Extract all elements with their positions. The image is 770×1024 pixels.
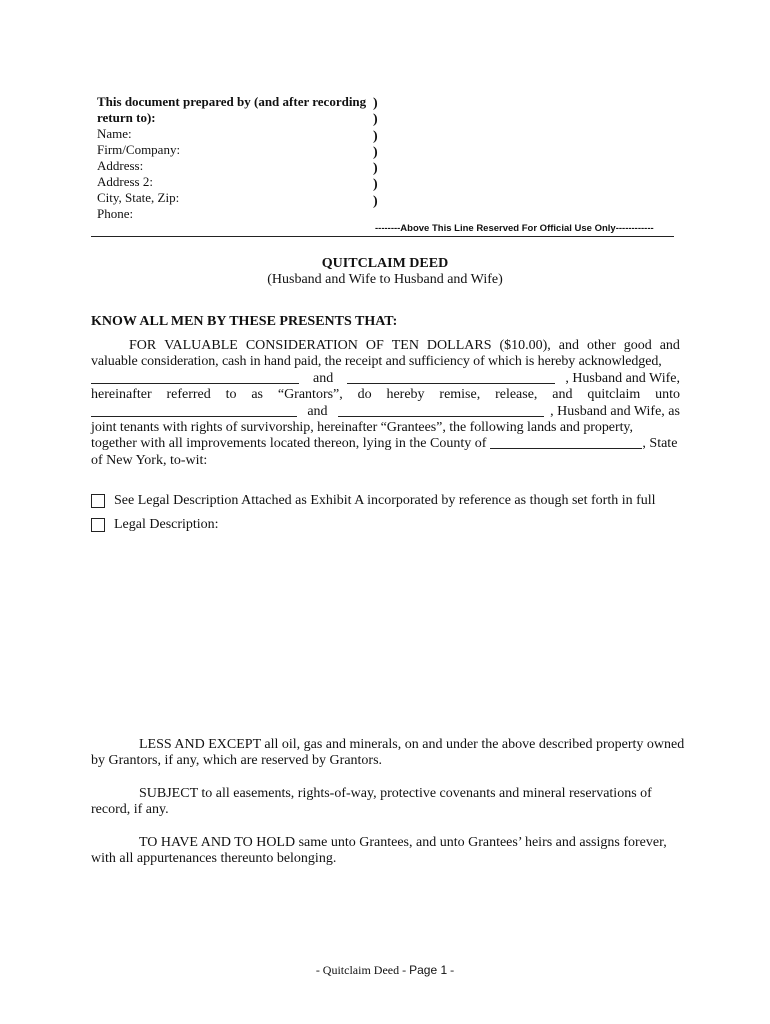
subject-line1: SUBJECT to all easements, rights-of-way, protective covenants and mineral reservations of <box>139 786 652 801</box>
word: OF <box>365 338 384 353</box>
legal-description-option <box>91 517 219 533</box>
deed-subtitle: (Husband and Wife to Husband and Wife) <box>267 272 503 287</box>
grantee1-name-blank[interactable] <box>91 404 297 417</box>
field-name: Name: <box>97 126 132 141</box>
exhibit-a-checkbox[interactable] <box>91 494 105 508</box>
county-blank[interactable] <box>490 436 642 449</box>
field-firm: Firm/Company: <box>97 142 181 157</box>
know-all-heading: KNOW ALL MEN BY THESE PRESENTS THAT: <box>91 314 398 329</box>
exhibit-a-option <box>91 493 656 509</box>
field-address: Address: <box>97 158 144 173</box>
consideration-line-5 <box>91 404 680 420</box>
paren: ) <box>373 144 378 160</box>
horizontal-rule <box>91 236 674 237</box>
consideration-line-6 <box>91 420 680 436</box>
word: release, <box>495 387 538 403</box>
less-and-except-paragraph <box>91 737 685 770</box>
word: other <box>586 338 616 353</box>
page-footer <box>0 963 770 978</box>
consideration-paragraph <box>91 338 680 469</box>
word: VALUABLE <box>164 338 238 353</box>
word: and <box>558 338 579 353</box>
prepared-by-line1: This document prepared by (and after recording <box>97 94 367 109</box>
word: and <box>307 403 328 419</box>
word: “Grantors”, <box>277 387 343 403</box>
legal-description-checkbox[interactable] <box>91 518 105 532</box>
reserved-line-label: --------Above This Line Reserved For Official Use Only------------ <box>375 223 654 234</box>
word: , Husband and Wife, <box>565 370 680 386</box>
exhibit-a-label: See Legal Description Attached as Exhibit A incorporated by reference as though set forth in full <box>114 493 656 508</box>
word: unto <box>655 387 680 403</box>
word: hereby <box>386 387 425 403</box>
paren: ) <box>373 128 378 144</box>
consideration-line-7 <box>91 436 680 452</box>
word: quitclaim <box>587 387 641 403</box>
paren: ) <box>373 193 378 209</box>
word: ($10.00), <box>499 338 551 353</box>
word: as <box>251 387 264 403</box>
deed-title: QUITCLAIM DEED <box>321 256 449 271</box>
field-phone: Phone: <box>97 206 134 221</box>
preparer-block <box>97 94 372 222</box>
word: and <box>552 387 573 403</box>
habendum-paragraph <box>91 835 680 868</box>
word: referred <box>166 387 211 403</box>
paren: ) <box>373 96 378 111</box>
grantor2-name-blank[interactable] <box>347 371 555 384</box>
consideration-line-2 <box>91 354 680 370</box>
consideration-text: of New York, to-wit: <box>91 452 208 468</box>
consideration-line-8 <box>91 453 680 469</box>
word: DOLLARS <box>426 338 492 353</box>
habendum-line2: with all appurtenances thereunto belonging. <box>91 851 337 867</box>
prepared-by-line2: return to): <box>97 110 156 125</box>
footer-page-number: Page 1 <box>409 963 448 977</box>
field-address2: Address 2: <box>97 174 153 189</box>
field-city-state-zip: City, State, Zip: <box>97 190 180 205</box>
footer-prefix: - Quitclaim Deed - <box>315 963 410 977</box>
consideration-text: joint tenants with rights of survivorship, hereinafter “Grantees”, the following lands and property, <box>91 419 633 435</box>
less-except-line1: LESS AND EXCEPT all oil, gas and minerals, on and under the above described property owned <box>139 737 685 752</box>
less-except-line2: by Grantors, if any, which are reserved by Grantors. <box>91 753 383 769</box>
grantee2-name-blank[interactable] <box>338 404 544 417</box>
word: and <box>313 370 334 386</box>
word: hereinafter <box>91 387 152 403</box>
paren: ) <box>373 177 378 193</box>
consideration-line-4 <box>91 387 680 403</box>
word: to <box>225 387 237 403</box>
consideration-line-3 <box>91 371 680 387</box>
consideration-text: , State <box>642 436 678 452</box>
word: remise, <box>439 387 481 403</box>
consideration-line-1 <box>91 338 680 354</box>
consideration-text: together with all improvements located thereon, lying in the County of <box>91 436 487 452</box>
word: TEN <box>391 338 419 353</box>
word: FOR <box>129 338 157 353</box>
word: CONSIDERATION <box>245 338 358 353</box>
legal-description-label: Legal Description: <box>114 517 219 532</box>
word: , Husband and Wife, as <box>550 403 680 419</box>
habendum-line1: TO HAVE AND TO HOLD same unto Grantees, and unto Grantees’ heirs and assigns forever, <box>139 835 667 850</box>
word: do <box>357 387 372 403</box>
consideration-text: valuable consideration, cash in hand paid, the receipt and sufficiency of which is hereby acknowledged, <box>91 354 662 370</box>
word: good <box>623 338 652 353</box>
paren: ) <box>373 161 378 177</box>
paren: ) <box>373 112 378 128</box>
grantor1-name-blank[interactable] <box>91 371 299 384</box>
word: and <box>659 338 680 353</box>
footer-suffix: - <box>447 963 455 977</box>
paren-column <box>373 96 378 210</box>
subject-line2: record, if any. <box>91 802 169 818</box>
subject-to-paragraph <box>91 786 680 819</box>
